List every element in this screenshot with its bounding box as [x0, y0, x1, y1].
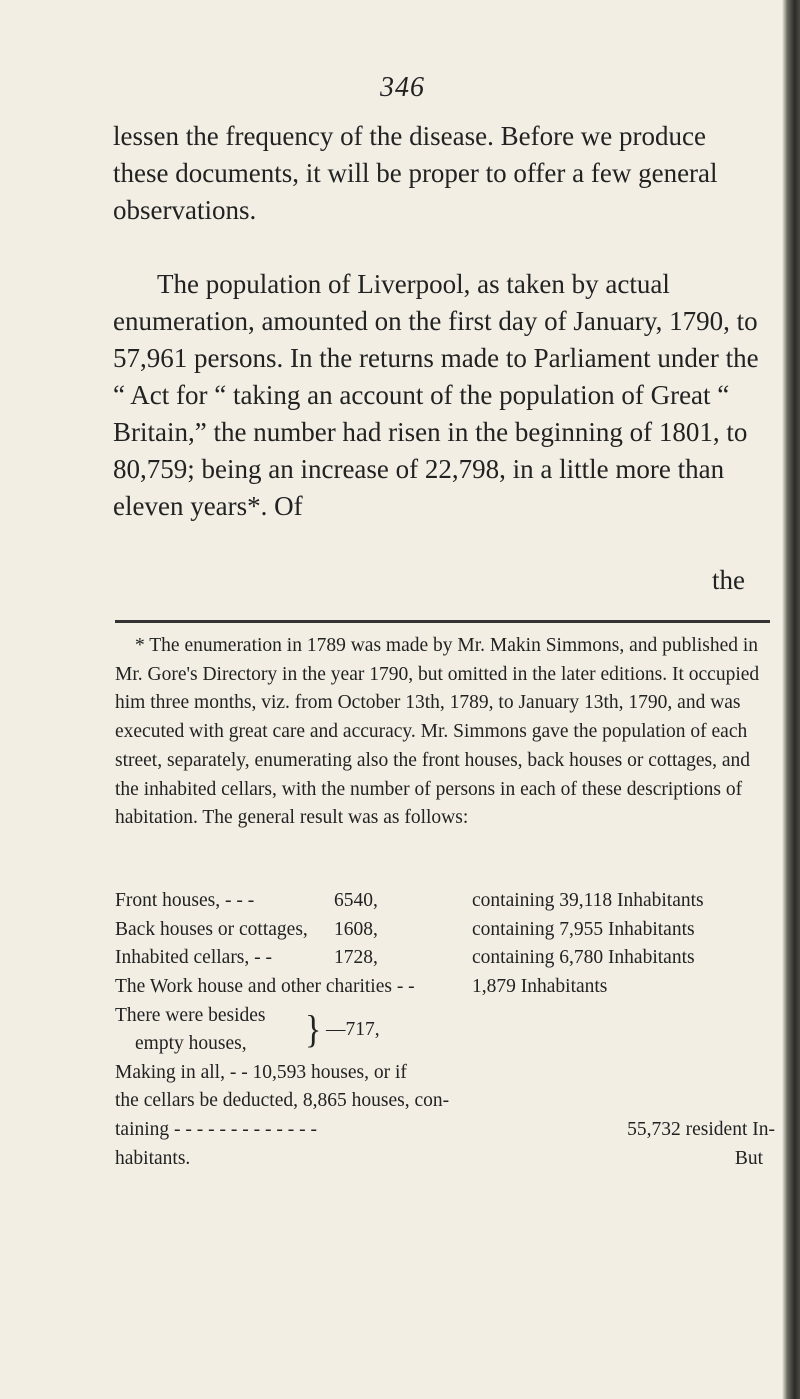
table-row-charities: [115, 973, 775, 1002]
page-number: 346: [380, 72, 425, 103]
table-row: [115, 916, 775, 945]
charities-value: 1,879 Inhabitants: [472, 976, 608, 998]
empty-label-1: There were besides: [115, 1004, 266, 1026]
habitants-text: habitants.: [115, 1147, 191, 1169]
row-count: 6540,: [334, 890, 378, 911]
taining-label: taining - - - - - - - - - - - - -: [115, 1119, 317, 1141]
row-content: containing 39,118 Inhabitants: [472, 890, 704, 911]
table-row: [115, 887, 775, 916]
cellars-text: the cellars be deducted, 8,865 houses, con-: [115, 1090, 450, 1112]
row-count: 1608,: [334, 918, 378, 940]
table-row: [115, 944, 775, 973]
row-label: Front houses, - - -: [115, 890, 255, 911]
cellars-line: [115, 1087, 775, 1116]
row-label: Inhabited cellars, - -: [115, 947, 273, 969]
page-edge: [782, 0, 800, 1399]
row-count: 1728,: [334, 947, 378, 969]
paragraph-continuation: lessen the frequency of the disease. Before we produce these documents, it will be proper to offer a few general observations.: [113, 121, 718, 225]
taining-line: [115, 1116, 775, 1145]
paragraph-population: The population of Liverpool, as taken by actual enumeration, amounted on the first day of January, 1790, to 57,961 persons. In the returns made to Parliament under the “ Act for “ taking an account of the population of Great “ Britain,” the number had risen in the beginning of 1801, to 80,759; being an increase of 22,798, in a little more than eleven years*. Of: [113, 269, 759, 521]
catchword: the: [712, 565, 745, 595]
empty-value: —717,: [326, 1018, 380, 1040]
footnote-rule: [115, 620, 770, 623]
making-text: Making in all, - - 10,593 houses, or if: [115, 1061, 407, 1083]
brace-glyph: }: [305, 1008, 322, 1052]
taining-value: 55,732 resident In-: [627, 1119, 775, 1141]
footnote-text: * The enumeration in 1789 was made by Mr. Makin Simmons, and published in Mr. Gore's Directory in the year 1790, but omitted in the later editions. It occupied him three months, viz. from October 13th, 1789, to January 13th, 1790, and was executed with great care and accuracy. Mr. Simmons gave the population of each street, separately, enumerating also the front houses, back houses or cottages, and the inhabited cellars, with the number of persons in each of these descriptions of habitation. The general result was as follows:: [115, 635, 760, 829]
catchword-but: But: [734, 1147, 763, 1169]
row-label: Back houses or cottages,: [115, 918, 308, 940]
habitants-line: [115, 1145, 775, 1174]
row-content: containing 7,955 Inhabitants: [472, 918, 695, 940]
making-line: [115, 1059, 775, 1088]
empty-label-2: empty houses,: [135, 1032, 247, 1054]
charities-label: The Work house and other charities - -: [115, 976, 415, 998]
enumeration-table: [115, 887, 775, 1174]
row-content: containing 6,780 Inhabitants: [472, 947, 695, 969]
empty-houses-group: [115, 1002, 775, 1059]
